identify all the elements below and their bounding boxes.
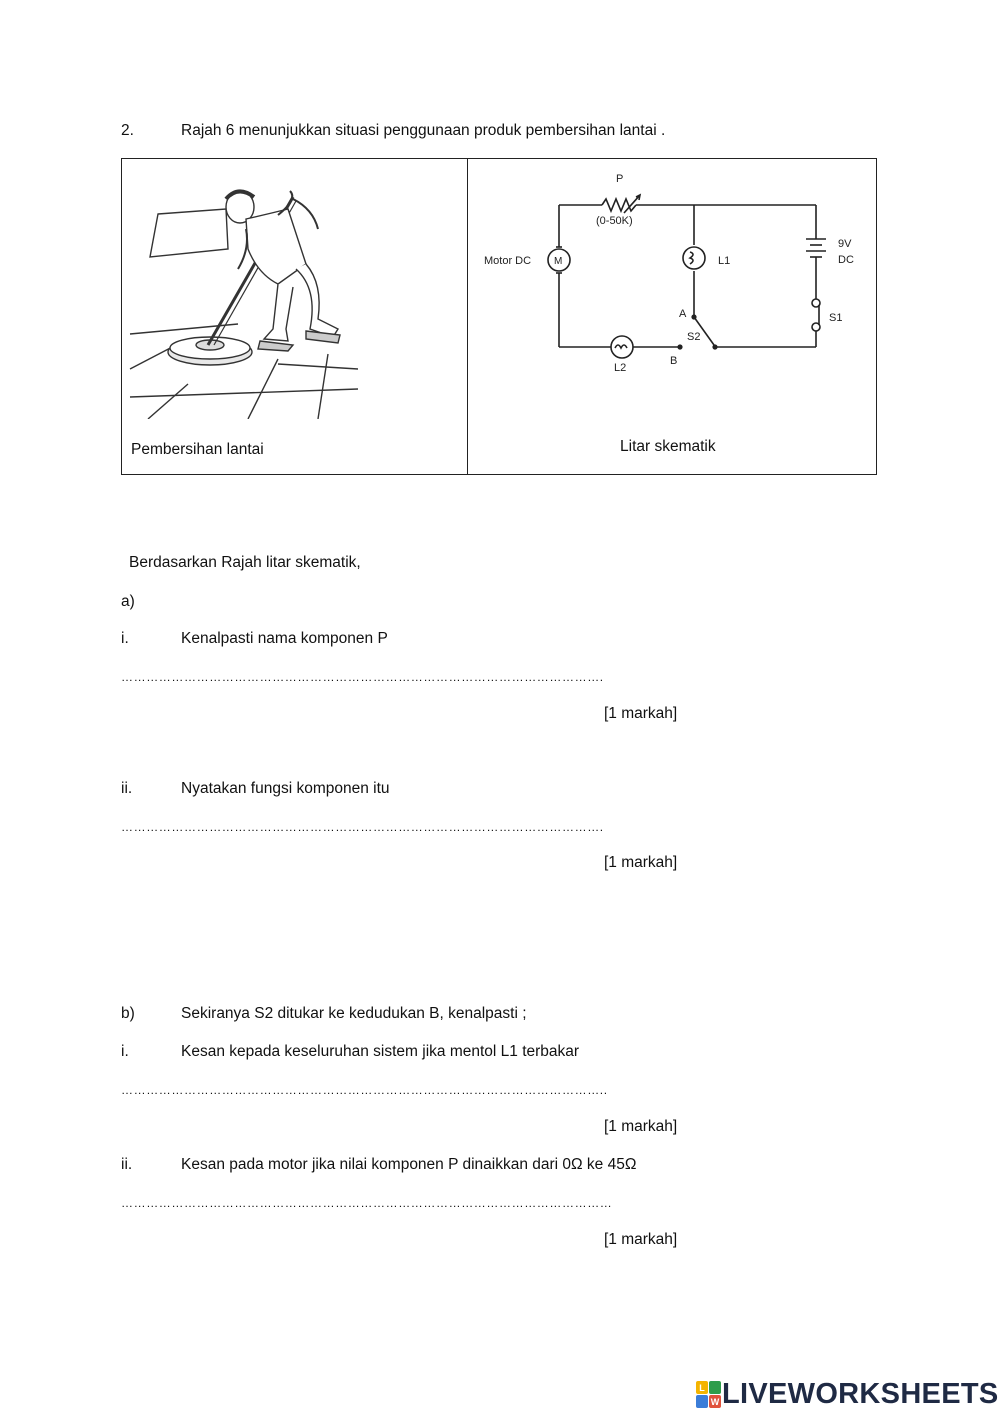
liveworksheets-logo (696, 1378, 999, 1411)
part-b-i-number: i. (121, 1043, 129, 1060)
part-a-label: a) (121, 593, 135, 610)
part-a-i-number: i. (121, 630, 129, 647)
label-motor: Motor DC (484, 255, 532, 267)
part-b-i-question: Kesan kepada keseluruhan sistem jika mentol L1 terbakar (181, 1043, 580, 1060)
question-prompt: Rajah 6 menunjukkan situasi penggunaan produk pembersihan lantai . (181, 122, 666, 139)
part-a-i-marks: [1 markah] (604, 705, 678, 722)
label-b: B (670, 355, 678, 367)
figure-table (121, 158, 877, 475)
schematic-circuit (474, 167, 874, 392)
part-b-i-marks: [1 markah] (604, 1118, 678, 1135)
part-b-ii-marks: [1 markah] (604, 1231, 678, 1248)
label-s2: S2 (687, 331, 701, 343)
part-a-i-question: Kenalpasti nama komponen P (181, 630, 388, 647)
part-b-ii-number: ii. (121, 1156, 133, 1173)
question-number: 2. (121, 122, 134, 139)
floor-cleaning-illustration (128, 169, 358, 419)
part-a-ii-number: ii. (121, 780, 133, 797)
label-s1: S1 (829, 312, 843, 324)
label-p-range: (0-50K) (596, 215, 633, 227)
label-motor-symbol: M (554, 256, 563, 267)
svg-text:W: W (710, 1396, 720, 1407)
part-a-ii-marks: [1 markah] (604, 854, 678, 871)
liveworksheets-logo-text: LIVEWORKSHEETS (722, 1378, 999, 1410)
part-a-ii-answer-line[interactable]: ……………………………………………………………………………………………………. (121, 820, 604, 834)
label-l1: L1 (718, 255, 731, 267)
part-a-ii-question: Nyatakan fungsi komponen itu (181, 780, 390, 797)
left-caption: Pembersihan lantai (131, 441, 264, 458)
right-caption: Litar skematik (620, 438, 716, 455)
part-a-i-answer-line[interactable]: ……………………………………………………………………………………………………. (121, 670, 604, 684)
label-a: A (679, 308, 687, 320)
part-b-i-answer-line[interactable]: …………………………………………………………………………………………………….. (121, 1083, 608, 1097)
part-b-intro: Sekiranya S2 ditukar ke kedudukan B, kenalpasti ; (181, 1005, 527, 1022)
label-p: P (616, 173, 624, 185)
part-b-ii-answer-line[interactable]: ……………………………………………………………………………………………………… (121, 1196, 613, 1210)
svg-text:L: L (699, 1382, 705, 1393)
label-battery-v: 9V (838, 238, 852, 250)
liveworksheets-logo-icon (696, 1381, 722, 1409)
part-b-ii-question: Kesan pada motor jika nilai komponen P dinaikkan dari 0Ω ke 45Ω (181, 1156, 637, 1173)
part-b-label: b) (121, 1005, 135, 1022)
figure-divider (467, 159, 468, 474)
label-l2: L2 (614, 362, 627, 374)
intro-text: Berdasarkan Rajah litar skematik, (129, 554, 361, 571)
label-battery-dc: DC (838, 254, 854, 266)
